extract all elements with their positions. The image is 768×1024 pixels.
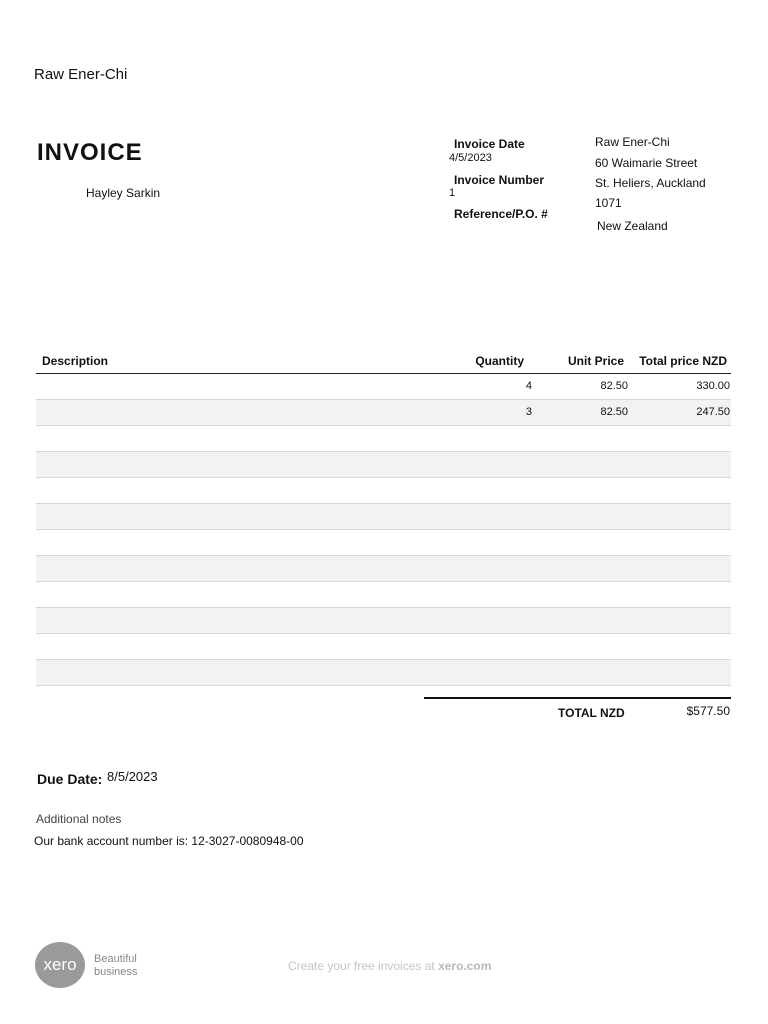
address-country: New Zealand (597, 219, 668, 233)
footer-promo (288, 959, 491, 973)
total-label: TOTAL NZD (558, 706, 625, 720)
table-row (36, 400, 731, 426)
table-row (36, 530, 731, 556)
notes-label: Additional notes (36, 812, 122, 826)
header-description: Description (42, 354, 109, 368)
table-row (36, 634, 731, 660)
invoice-date-value: 4/5/2023 (449, 152, 492, 164)
cell-total: 330.00 (696, 380, 730, 392)
invoice-title: INVOICE (37, 139, 143, 166)
cell-quantity: 3 (525, 406, 532, 418)
xero-logo-text: xero (43, 955, 77, 974)
table-row (36, 660, 731, 686)
header-total-price: Total price NZD (639, 354, 727, 368)
header-quantity: Quantity (475, 354, 524, 368)
header-unit-price: Unit Price (567, 354, 624, 368)
company-name-header: Raw Ener-Chi (34, 66, 128, 83)
table-row (36, 478, 731, 504)
due-date-label: Due Date: (37, 771, 103, 787)
table-row (36, 374, 731, 400)
address-company-name: Raw Ener-Chi (595, 135, 670, 149)
notes-text: Our bank account number is: 12-3027-0080948-00 (34, 834, 304, 848)
invoice-number-value: 1 (449, 187, 456, 199)
due-date-value: 8/5/2023 (107, 769, 158, 784)
invoice-number-label: Invoice Number (454, 173, 545, 187)
table-row (36, 582, 731, 608)
table-header (36, 350, 731, 374)
table-body (36, 374, 731, 686)
xero-logo-icon (35, 942, 85, 988)
cell-unit-price: 82.50 (600, 406, 628, 418)
table-row (36, 608, 731, 634)
footer-link[interactable]: xero.com (438, 959, 492, 973)
table-row (36, 452, 731, 478)
address-street: 60 Waimarie Street (595, 156, 698, 170)
cell-quantity: 4 (525, 380, 532, 392)
footer-promo-text: Create your free invoices at (288, 959, 439, 973)
table-row (36, 426, 731, 452)
cell-unit-price: 82.50 (600, 380, 628, 392)
table-row (36, 504, 731, 530)
cell-total: 247.50 (696, 406, 730, 418)
total-divider (424, 697, 731, 699)
customer-name: Hayley Sarkin (86, 186, 161, 200)
invoice-date-label: Invoice Date (454, 137, 525, 151)
brand-tagline: Beautiful business (94, 953, 138, 978)
total-value: $577.50 (686, 704, 730, 718)
address-postcode: 1071 (595, 196, 622, 210)
line-items-table (36, 350, 731, 686)
reference-label: Reference/P.O. # (454, 207, 548, 221)
table-row (36, 556, 731, 582)
address-suburb: St. Heliers, Auckland (595, 176, 706, 190)
